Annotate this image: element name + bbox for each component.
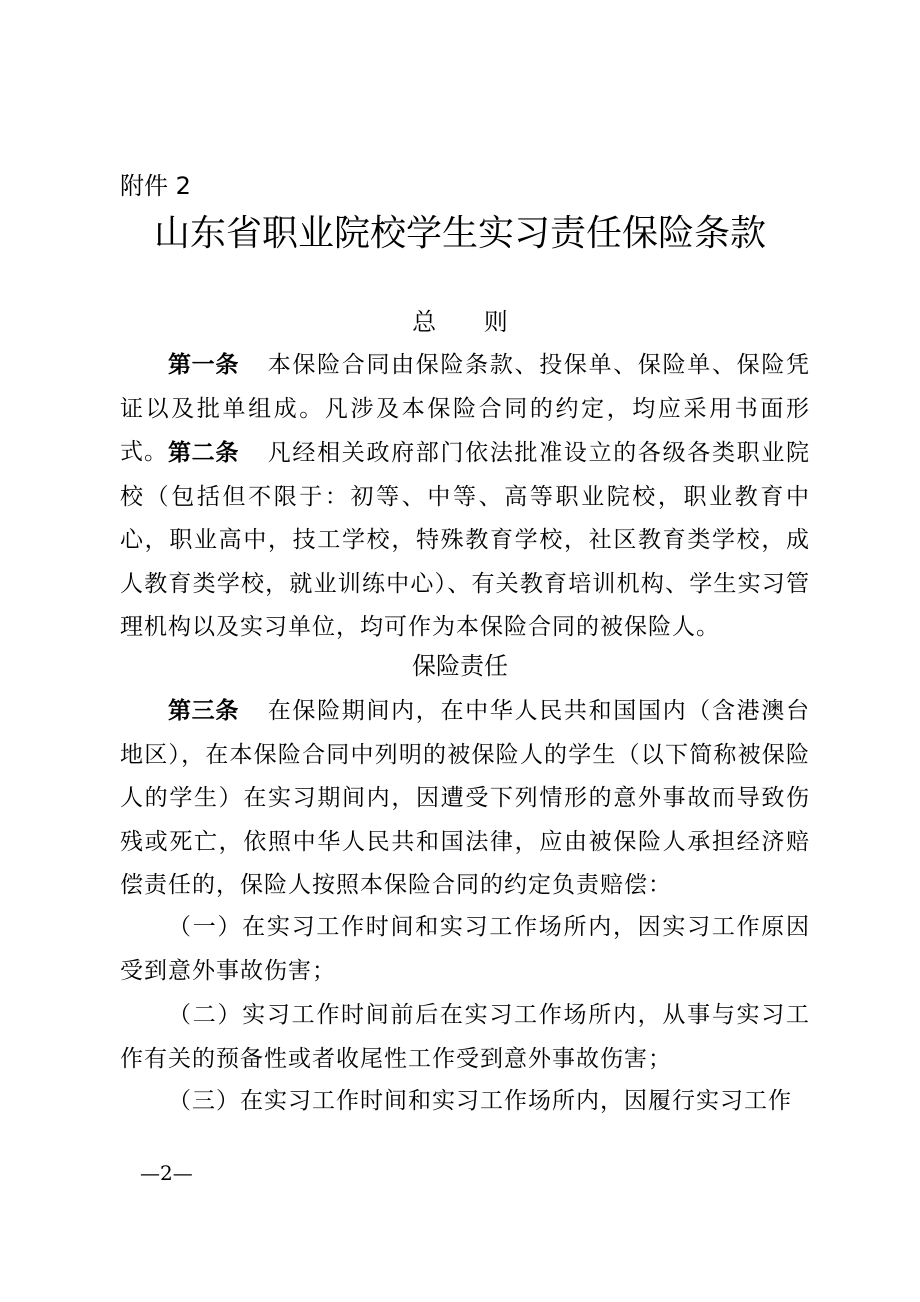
article-3-label: 第三条 [168, 698, 240, 724]
page-number: —2— [140, 1161, 193, 1185]
attachment-label: 附件 2 [120, 172, 191, 200]
section-heading-insurance-liability: 保险责任 [412, 652, 508, 680]
article-1-label: 第一条 [168, 352, 240, 378]
article-3-text: 在保险期间内，在中华人民共和国国内（含港澳台地区），在本保险合同中列明的被保险人的学生（以下简称被保险人的学生）在实习期间内，因遭受下列情形的意外事故而导致伤残或死亡，依照中华人民共和国法律，应由被保险人承担经济赔偿责任的，保险人按照本保险合同的约定负责赔偿： [120, 698, 811, 899]
article-2 [120, 432, 810, 650]
article-2-text: 凡经相关政府部门依法批准设立的各级各类职业院校（包括但不限于：初等、中等、高等职业院校，职业教育中心，职业高中，技工学校，特殊教育学校，社区教育类学校，成人教育类学校，就业训练中心）、有关教育培训机构、学生实习管理机构以及实习单位，均可作为本保险合同的被保险人。 [120, 440, 811, 641]
section-heading-general: 总 则 [412, 308, 528, 336]
article-1-text: 本保险合同由保险条款、投保单、保险单、保险凭证以及批单组成。凡涉及本保险合同的约定，均应采用书面形式。 [120, 352, 811, 466]
article-3 [120, 690, 810, 908]
document-title: 山东省职业院校学生实习责任保险条款 [153, 213, 766, 254]
article-2-label: 第二条 [168, 440, 240, 466]
clause-3: （三）在实习工作时间和实习工作场所内，因履行实习工作 [168, 1088, 792, 1114]
clause-1: （一）在实习工作时间和实习工作场所内，因实习工作原因受到意外事故伤害； [120, 914, 810, 984]
clause-2: （二）实习工作时间前后在实习工作场所内，从事与实习工作有关的预备性或者收尾性工作受到意外事故伤害； [120, 1002, 810, 1072]
